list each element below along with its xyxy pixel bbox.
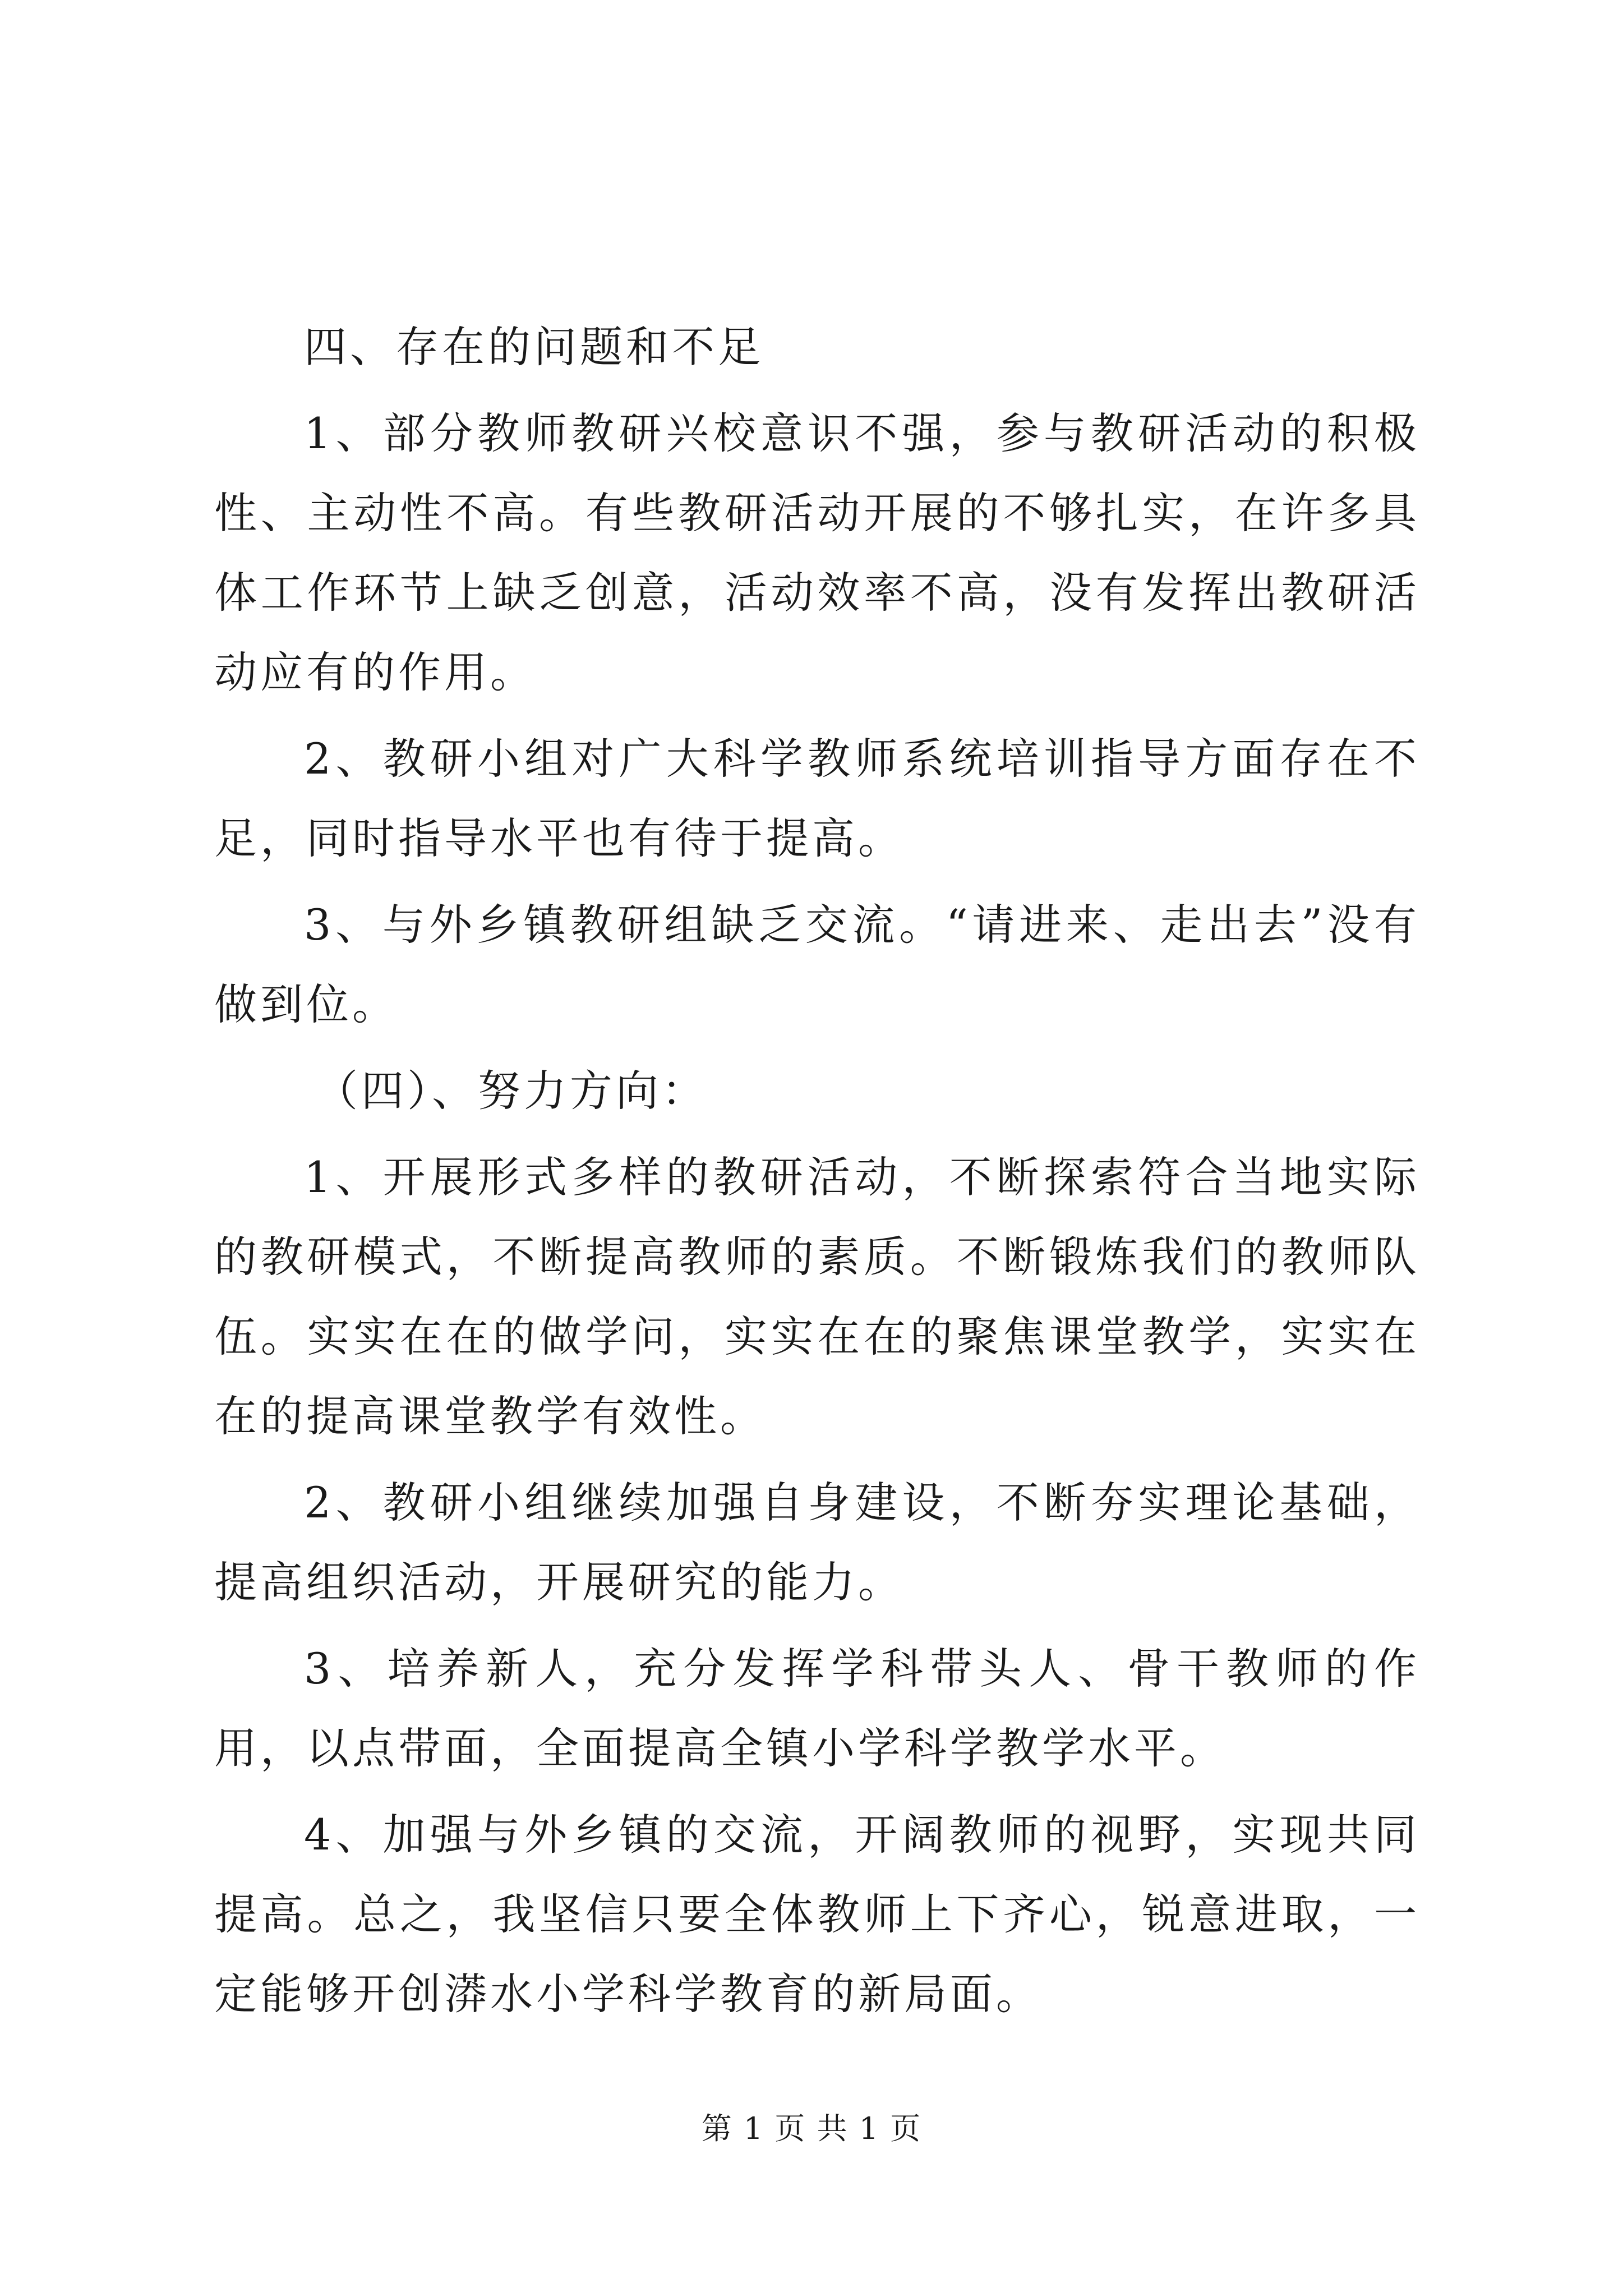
- problem-item-3: 3、与外乡镇教研组缺乏交流。“请进来、走出去”没有做到位。: [214, 900, 1420, 1029]
- direction-item-1: 1、开展形式多样的教研活动，不断探索符合当地实际的教研模式，不断提高教师的素质。不断锻炼我们的教师队伍。实实在在的做学问，实实在在的聚焦课堂教学，实实在在的提高课堂教学有效性。: [214, 1152, 1420, 1441]
- page-footer: 第 1 页 共 1 页: [701, 2111, 922, 2146]
- problem-item-1: 1、部分教师教研兴校意识不强，参与教研活动的积极性、主动性不高。有些教研活动开展的不够扎实，在许多具体工作环节上缺乏创意，活动效率不高，没有发挥出教研活动应有的作用。: [214, 408, 1420, 697]
- problem-item-2: 2、教研小组对广大科学教师系统培训指导方面存在不足，同时指导水平也有待于提高。: [214, 734, 1420, 863]
- direction-item-2: 2、教研小组继续加强自身建设，不断夯实理论基础，提高组织活动，开展研究的能力。: [214, 1478, 1420, 1607]
- section-heading-problems: 四、存在的问题和不足: [304, 322, 764, 372]
- document-body: [214, 307, 1420, 2041]
- direction-item-3: 3、培养新人，充分发挥学科带头人、骨干教师的作用，以点带面，全面提高全镇小学科学教学水平。: [214, 1644, 1420, 1773]
- direction-item-4: 4、加强与外乡镇的交流，开阔教师的视野，实现共同提高。总之，我坚信只要全体教师上下齐心，锐意进取，一定能够开创漭水小学科学教育的新局面。: [214, 1810, 1420, 2019]
- section-heading-direction: （四）、努力方向：: [315, 1066, 708, 1116]
